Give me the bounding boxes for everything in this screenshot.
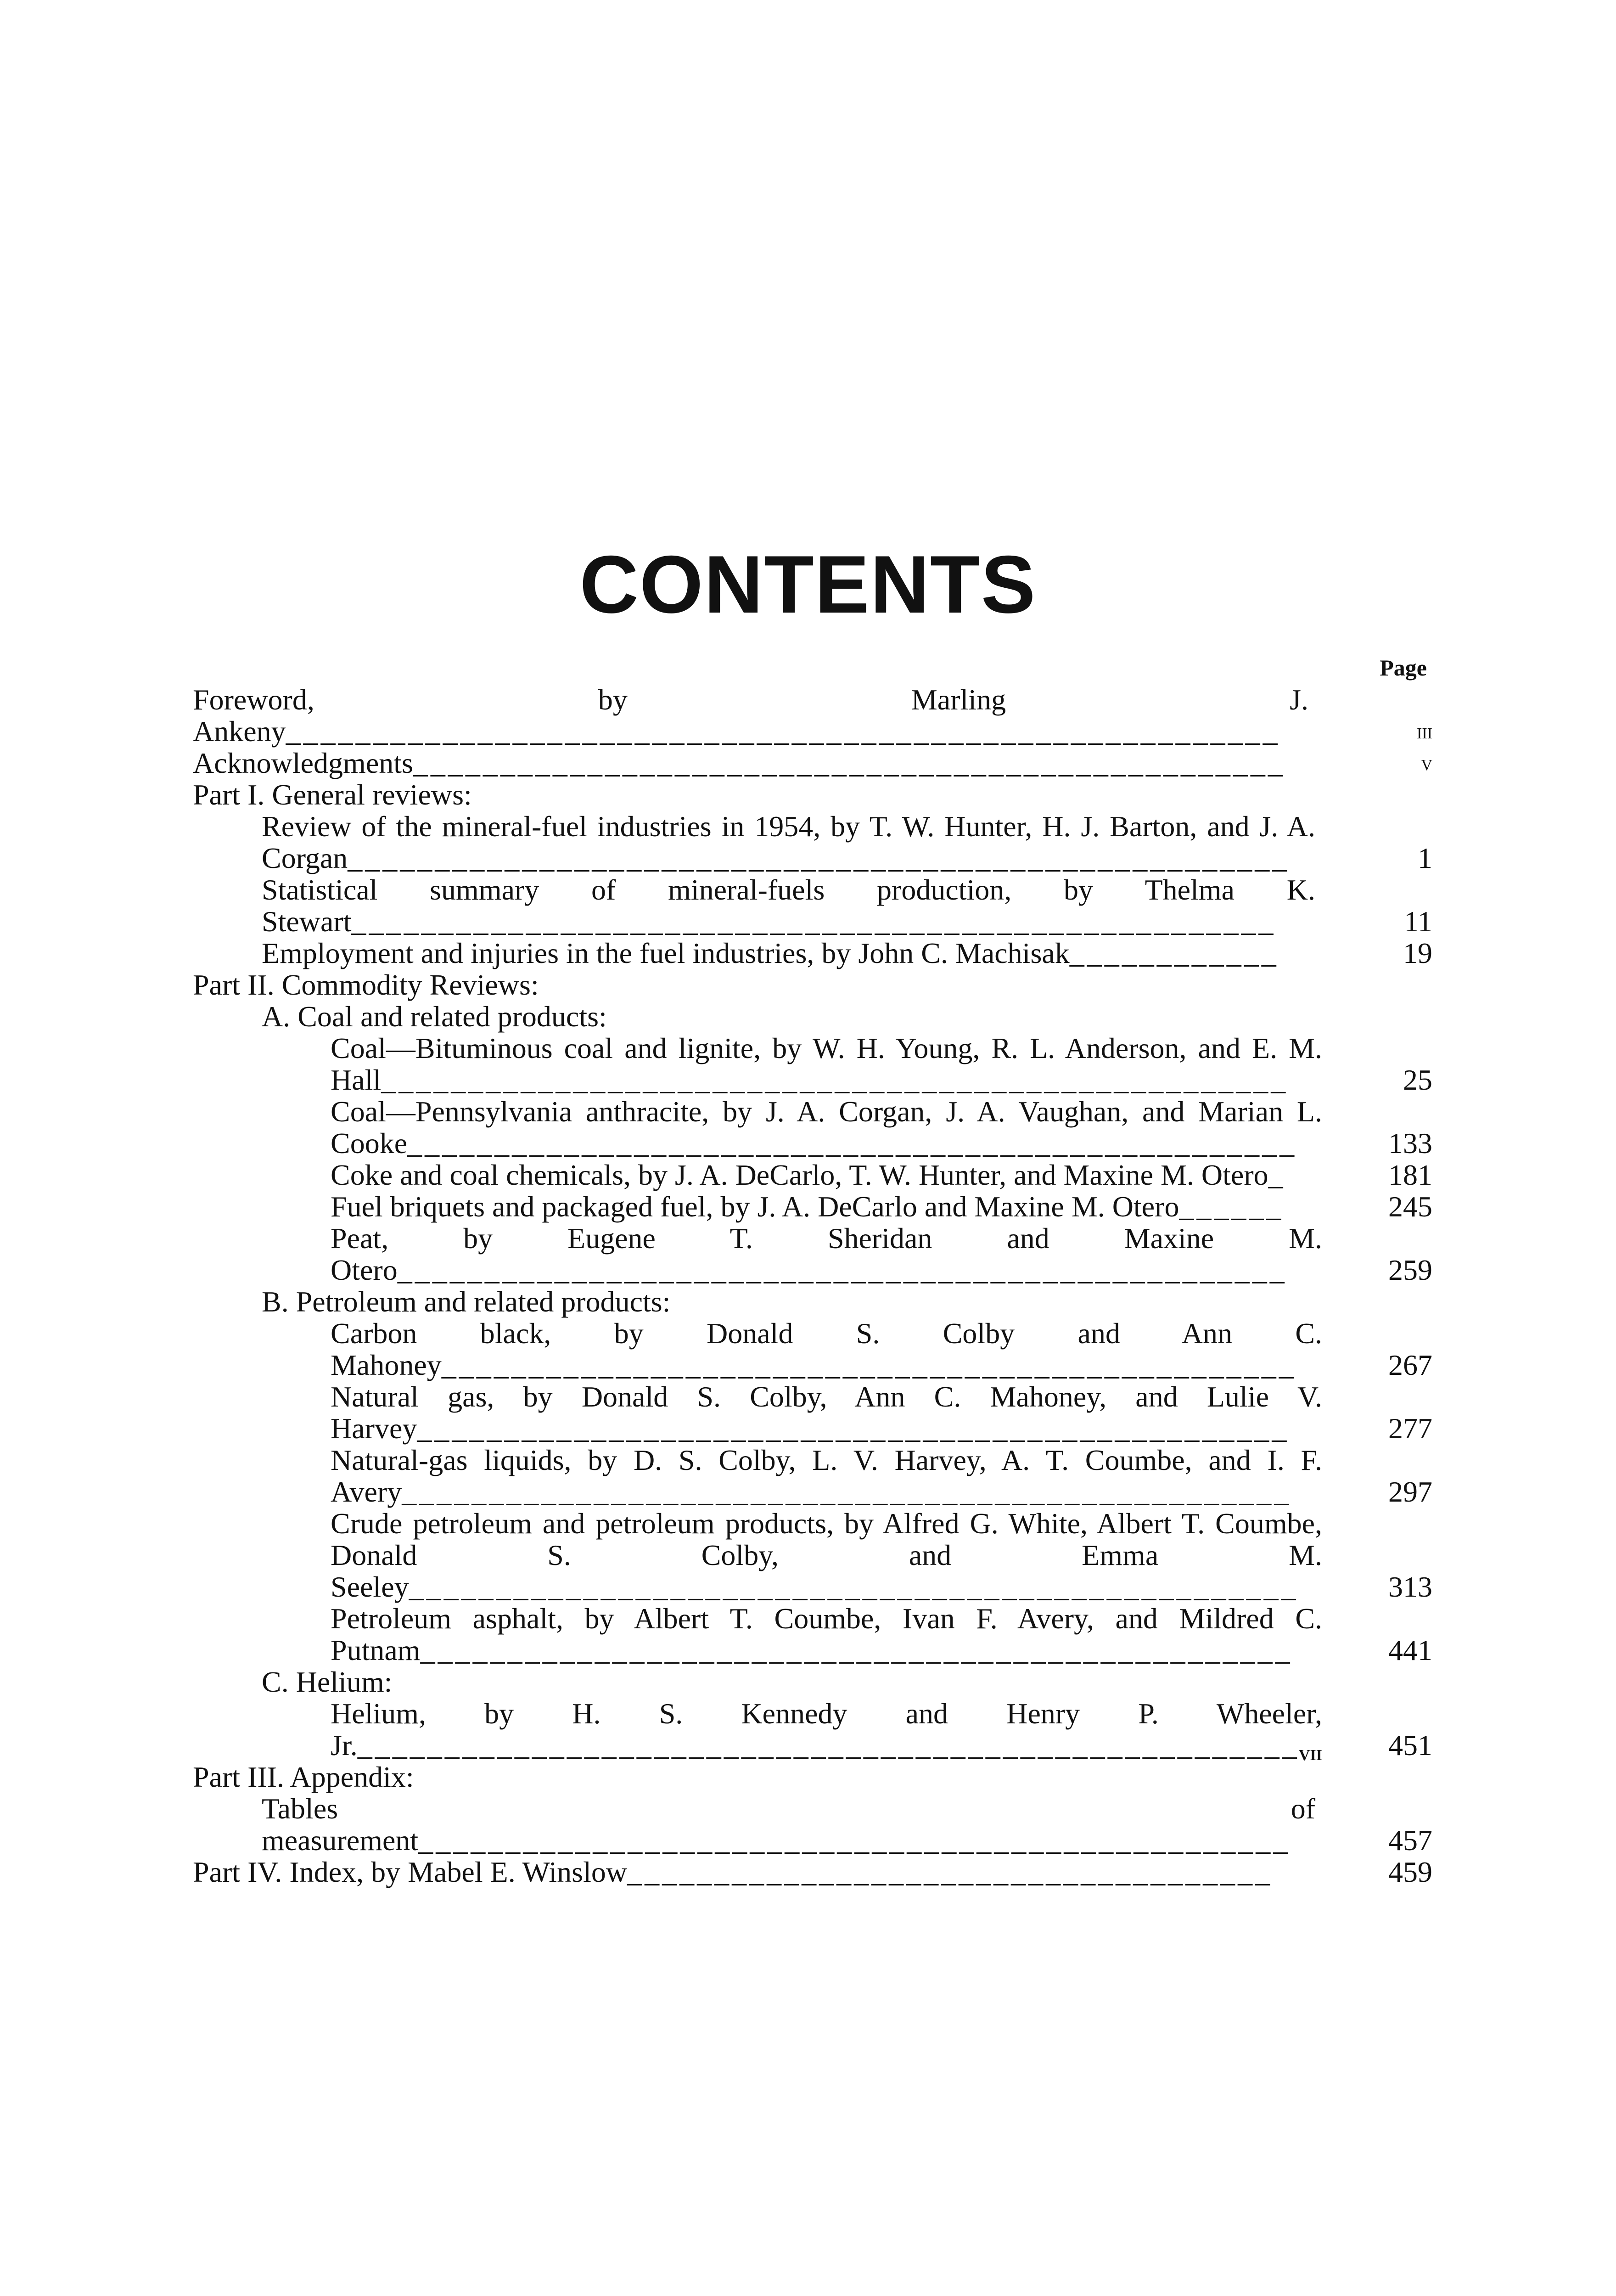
leader-dots: ___________________________________________________ <box>402 1475 1292 1508</box>
toc-entry-title: Acknowledgments__________________________________________________ <box>193 747 1285 779</box>
toc-entry-title: A. Coal and related products: <box>262 1000 607 1033</box>
toc-entry-title: Part IV. Index, by Mabel E. Winslow_____________________________________ <box>193 1856 1273 1888</box>
table-of-contents <box>193 652 1432 1888</box>
page-column-header: Page <box>1380 655 1427 681</box>
toc-entry <box>193 874 1432 937</box>
leader-dots: __________________________________________________ <box>420 1634 1293 1666</box>
toc-entry-page: 259 <box>1388 1254 1432 1286</box>
toc-entry <box>193 969 1432 1001</box>
toc-entry-title: Natural-gas liquids, by D. S. Colby, L. V. Harvey, A. T. Coumbe, and I. F. Avery___________________________________________________ <box>331 1444 1322 1508</box>
toc-entry <box>193 747 1432 779</box>
toc-entry <box>193 779 1432 810</box>
toc-entry-title: Peat, by Eugene T. Sheridan and Maxine M. Otero___________________________________________________ <box>331 1222 1322 1286</box>
leader-dots: __________________________________________________ <box>418 1824 1291 1857</box>
leader-dots: ______________________________________________________ <box>348 842 1290 874</box>
toc-entry <box>193 1698 1432 1761</box>
page-folio: vii <box>1298 1741 1322 1765</box>
toc-entry-page: 267 <box>1388 1349 1432 1381</box>
leader-dots: _____________________________________ <box>627 1856 1273 1888</box>
toc-entry-title: Review of the mineral-fuel industries in 1954, by T. W. Hunter, H. J. Barton, and J. A. Corgan______________________________________________________ <box>262 810 1315 874</box>
toc-entry-title: Part I. General reviews: <box>193 778 472 811</box>
leader-dots: ______________________________________________________ <box>357 1729 1300 1761</box>
toc-entry-title: Coke and coal chemicals, by J. A. DeCarlo, T. W. Hunter, and Maxine M. Otero_ <box>331 1159 1286 1191</box>
leader-dots: ___________________________________________________ <box>407 1127 1297 1159</box>
toc-entry <box>193 1222 1432 1286</box>
toc-entry <box>193 1666 1432 1698</box>
toc-entry-page: 441 <box>1388 1634 1432 1666</box>
toc-entry-title: Natural gas, by Donald S. Colby, Ann C. Mahoney, and Lulie V. Harvey__________________________________________________ <box>331 1380 1322 1445</box>
toc-entry <box>193 1286 1432 1317</box>
toc-entry <box>193 1761 1432 1793</box>
toc-entry <box>193 810 1432 874</box>
leader-dots: ___________________________________________________ <box>409 1570 1299 1603</box>
toc-entry <box>193 684 1432 747</box>
toc-entry-page: v <box>1421 751 1432 775</box>
toc-entry-title: Foreword, by Marling J. Ankeny_________________________________________________________ <box>193 683 1308 748</box>
toc-entry-page: 457 <box>1388 1824 1432 1857</box>
toc-entry-page: 133 <box>1388 1127 1432 1159</box>
toc-entry <box>193 937 1432 969</box>
toc-entry-page: 277 <box>1388 1412 1432 1445</box>
toc-entry-title: Fuel briquets and packaged fuel, by J. A. DeCarlo and Maxine M. Otero______ <box>331 1190 1284 1223</box>
leader-dots: _ <box>1268 1159 1286 1191</box>
toc-entry-page: 25 <box>1403 1064 1432 1096</box>
toc-entry <box>193 1793 1432 1856</box>
toc-entry-title: Helium, by H. S. Kennedy and Henry P. Wheeler, Jr.______________________________________________________ <box>331 1697 1322 1761</box>
toc-entry-title: Petroleum asphalt, by Albert T. Coumbe, Ivan F. Avery, and Mildred C. Putnam__________________________________________________ <box>331 1602 1322 1666</box>
page-title: CONTENTS <box>579 539 1037 630</box>
toc-entry-title: C. Helium: <box>262 1666 393 1698</box>
leader-dots: __________________________________________________ <box>413 747 1285 779</box>
leader-dots: ____________________________________________________ <box>381 1064 1289 1096</box>
toc-entry <box>193 1317 1432 1381</box>
leader-dots: _____________________________________________________ <box>351 905 1276 938</box>
toc-entries <box>193 684 1432 1888</box>
leader-dots: _________________________________________________ <box>441 1349 1296 1381</box>
toc-entry-title: Employment and injuries in the fuel industries, by John C. Machisak____________ <box>262 937 1279 969</box>
toc-entry-page: iii <box>1417 719 1432 743</box>
toc-entry-title: Part II. Commodity Reviews: <box>193 968 539 1001</box>
toc-entry <box>193 1603 1432 1666</box>
toc-entry-page: 459 <box>1388 1856 1432 1888</box>
toc-entry-page: 19 <box>1403 937 1432 969</box>
toc-entry-title: Coal—Pennsylvania anthracite, by J. A. Corgan, J. A. Vaughan, and Marian L. Cooke___________________________________________________ <box>331 1095 1322 1159</box>
leader-dots: ______ <box>1179 1190 1284 1223</box>
leader-dots: _________________________________________________________ <box>286 715 1280 748</box>
toc-entry <box>193 1032 1432 1096</box>
toc-entry <box>193 1508 1432 1603</box>
toc-entry-title: Carbon black, by Donald S. Colby and Ann C. Mahoney_________________________________________________ <box>331 1317 1322 1381</box>
toc-entry <box>193 1096 1432 1159</box>
toc-entry-title: Part III. Appendix: <box>193 1761 414 1793</box>
toc-entry-page: 297 <box>1388 1475 1432 1508</box>
toc-entry-page: 313 <box>1388 1570 1432 1603</box>
leader-dots: ___________________________________________________ <box>397 1254 1287 1286</box>
toc-entry-page: 11 <box>1404 905 1432 938</box>
toc-entry-title: Statistical summary of mineral-fuels production, by Thelma K. Stewart_____________________________________________________ <box>262 873 1315 938</box>
leader-dots: __________________________________________________ <box>417 1412 1290 1445</box>
toc-entry-page: 1 <box>1418 842 1432 874</box>
toc-entry-page: 181 <box>1388 1159 1432 1191</box>
toc-entry-title: Coal—Bituminous coal and lignite, by W. H. Young, R. L. Anderson, and E. M. Hall____________________________________________________ <box>331 1032 1322 1096</box>
toc-entry-page: 245 <box>1388 1190 1432 1223</box>
toc-entry-page: 451 <box>1388 1729 1432 1761</box>
toc-entry-title: Tables of measurement__________________________________________________ <box>262 1792 1315 1857</box>
toc-entry <box>193 1444 1432 1508</box>
toc-entry <box>193 1191 1432 1222</box>
leader-dots: ____________ <box>1069 937 1279 969</box>
toc-entry <box>193 1381 1432 1444</box>
toc-entry <box>193 1001 1432 1032</box>
toc-entry-title: Crude petroleum and petroleum products, by Alfred G. White, Albert T. Coumbe, Donald S. Colby, and Emma M. Seeley___________________________________________________ <box>331 1507 1322 1603</box>
toc-entry-title: B. Petroleum and related products: <box>262 1285 671 1318</box>
toc-entry <box>193 1159 1432 1191</box>
toc-entry <box>193 1856 1432 1888</box>
